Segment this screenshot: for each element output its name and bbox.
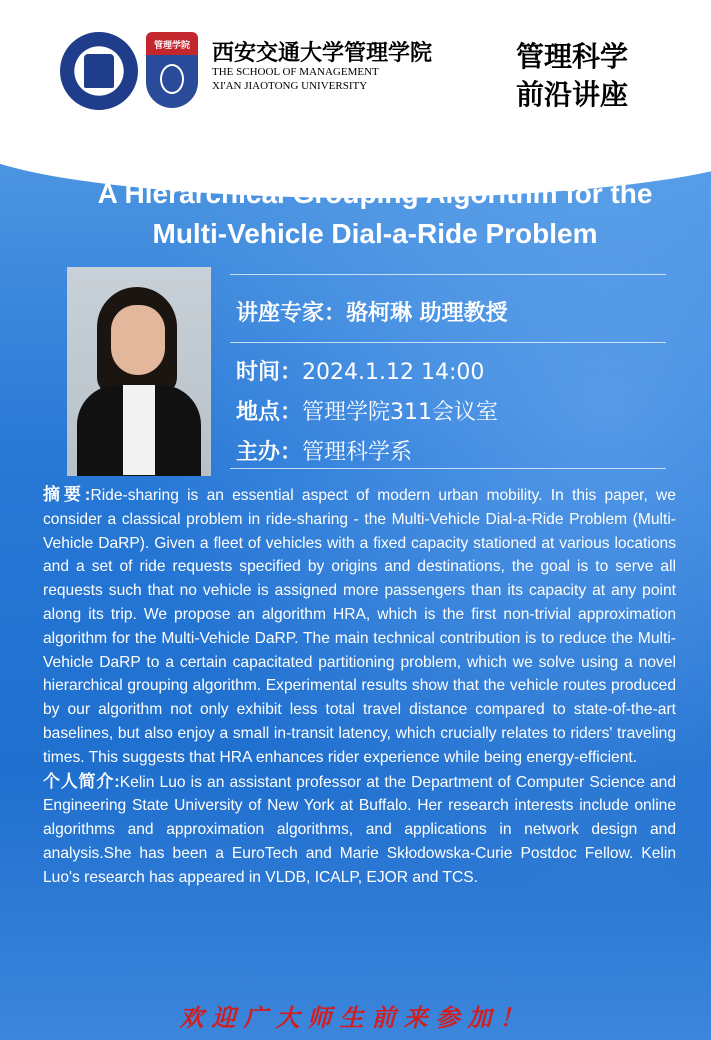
abstract-block (43, 483, 676, 890)
school-shield-icon (146, 32, 198, 108)
series-title (516, 38, 628, 114)
host-value: 管理科学系 (302, 440, 413, 465)
location-label: 地点： (236, 400, 303, 425)
shield-text: 管理学院 (153, 41, 190, 51)
bio-label: 个人简介: (43, 771, 120, 791)
emblem-core (84, 54, 114, 88)
location-row (236, 395, 498, 426)
abstract-label: 摘要: (43, 485, 91, 504)
series-title-line1: 管理科学 (516, 40, 629, 73)
school-name-en-line1: THE SCHOOL OF MANAGEMENT (212, 66, 379, 78)
shield-mark (160, 64, 184, 94)
header (0, 0, 711, 138)
speaker-row (236, 296, 508, 327)
lecture-title: A Hierarchical Grouping Algorithm for the Multi-Vehicle Dial-a-Ride Problem (97, 178, 653, 249)
welcome-message: 欢迎广大师生前来参加！ (179, 1003, 532, 1032)
divider-line (230, 274, 666, 275)
photo-shirt (123, 385, 155, 475)
series-title-line2: 前沿讲座 (516, 78, 629, 111)
divider-line (230, 342, 666, 343)
school-name-en-line2: XI'AN JIAOTONG UNIVERSITY (212, 80, 368, 92)
speaker-photo (67, 267, 211, 476)
divider-line (230, 468, 666, 469)
speaker-value: 骆柯琳 助理教授 (346, 301, 508, 326)
time-value: 2024.1.12 14:00 (302, 360, 485, 385)
time-label: 时间： (236, 360, 303, 385)
university-emblem-icon (60, 32, 138, 110)
bio-text: Kelin Luo is an assistant professor at the Department of Computer Science and Engineering State University of New York at Buffalo. Her research interests include online algorithms and approximation algorithms, and applications in network design and analysis.She has been a EuroTech and Marie Skłodowska-Curie Postdoc Fellow. Kelin Luo's research has appeared in VLDB, ICALP, EJOR and TCS. (43, 773, 676, 886)
abstract-text: Ride-sharing is an essential aspect of modern urban mobility. In this paper, we consider a classical problem in ride-sharing - the Multi-Vehicle Dial-a-Ride Problem (Multi-Vehicle DaRP). Given a fleet of vehicles with a fixed capacity stationed at various locations and a set of ride requests specified by origins and destinations, the goal is to serve all requests such that no vehicle is assigned more passengers than its capacity at any point along its trip. We propose an algorithm HRA, which is the first non-trivial approximation algorithm for the Multi-Vehicle DaRP. The main technical contribution is to reduce the Multi-Vehicle DaRP to a certain capacitated partitioning problem, which we solve using a novel hierarchical grouping algorithm. Experimental results show that the vehicle routes produced by our algorithm not only exhibit less total travel distance compared to state-of-the-art baselines, but also enjoy a small in-transit latency, which crucially relates to riders' traveling times. This suggests that HRA enhances rider experience while being energy-efficient. (43, 487, 676, 766)
time-row (236, 355, 484, 386)
speaker-label: 讲座专家： (236, 301, 347, 326)
school-name-cn: 西安交通大学管理学院 (212, 40, 433, 66)
location-value: 管理学院311会议室 (302, 400, 499, 425)
host-label: 主办： (236, 440, 303, 465)
host-row (236, 435, 412, 466)
poster-body (0, 138, 711, 1040)
photo-face (111, 305, 165, 375)
